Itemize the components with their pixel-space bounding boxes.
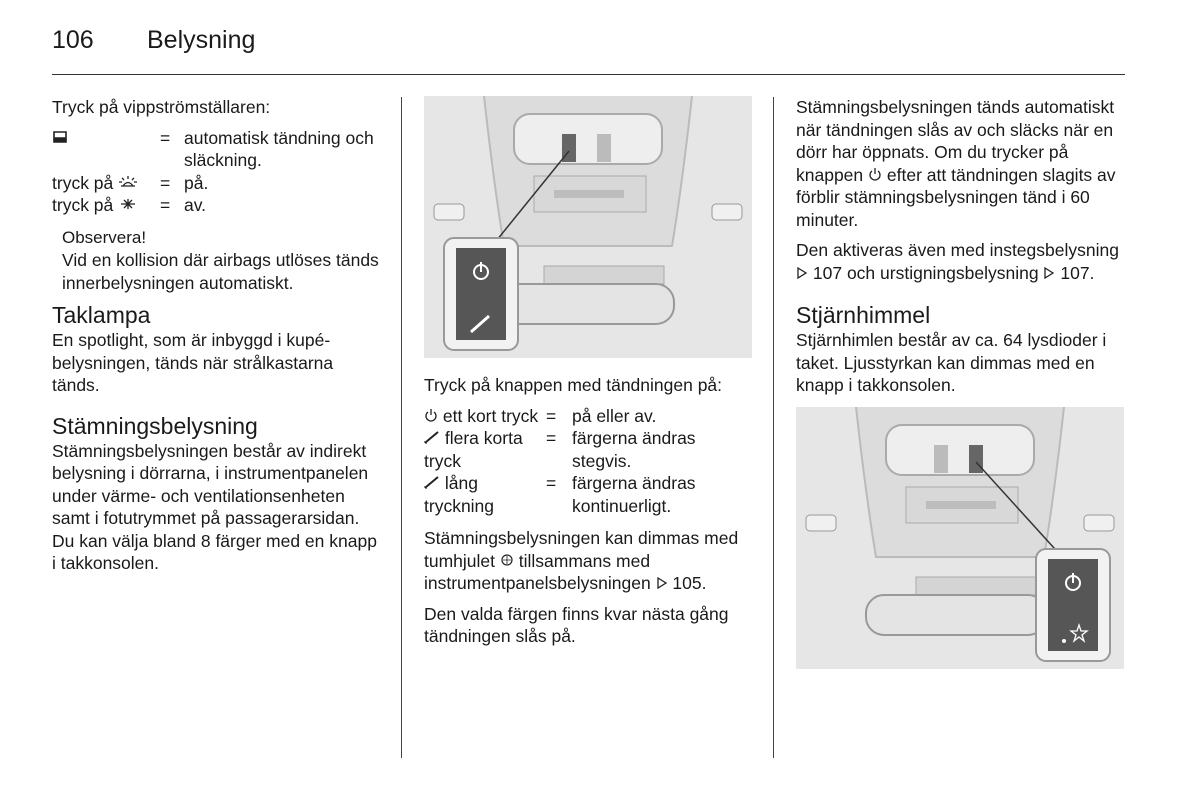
light-off-icon [118,194,138,217]
definition-text: på. [184,172,209,193]
stamning-text: Stämningsbelysningen består av indirekt belysning i dörrarna, i instrumentpanelen under värme- och ventilationsenheten samt i fotutrymmet på passagerarsidan. Du kan välja bland 8 färger med en knapp i takkonsolen. [52,440,377,573]
definition-label: ett kort tryck [442,405,539,426]
thumbwheel-icon [500,550,514,573]
entry-light-part-2: och urstigningsbelysning [846,262,1039,283]
heading-stamningsbelysning: Stämningsbelysning [52,412,258,439]
page-reference-arrow-icon [1043,262,1055,285]
door-light-icon [52,127,68,150]
heading-stjarnhimmel: Stjärnhimmel [796,302,931,328]
equals-sign: = [160,195,171,215]
definition-text: färgerna ändras stegvis. [572,428,696,471]
auto-activation-text [796,96,1126,231]
equals-sign: = [546,428,557,448]
note-title: Observera! [62,227,147,247]
star-ceiling-text: Stjärnhimlen består av ca. 64 lysdioder i taket. Ljusstyrkan kan dimmas med en knapp i takkonsolen. [796,330,1107,395]
auto-activation-part-2: efter att tändningen slagits av förblir stämningsbelysningen tänd i 60 minuter. [796,164,1116,230]
definition-label: tryck på [52,195,114,215]
definition-label: flera korta tryck [424,428,523,471]
definition-text: av. [184,195,207,215]
color-kept-text: Den valda färgen finns kvar nästa gång tändningen slås på. [424,603,729,646]
button-definition-table [424,405,754,518]
column-divider-2 [773,97,774,758]
definition-text: färgerna ändras kontinuerligt. [572,473,696,516]
definition-text: på eller av. [572,405,657,426]
definition-text: automatisk tändning och släckning. [184,127,374,170]
dimming-text-part-1: Stämningsbelysningen kan dimmas med tumhjulet [424,528,739,571]
dimming-text [424,527,754,595]
press-button-text: Tryck på knappen med tändningen på: [424,375,723,395]
note-text: Vid en kollision där airbags utlöses tänds innerbelysningen automatiskt. [62,250,379,293]
star-ceiling-console-figure [796,407,1124,669]
power-icon [868,164,882,187]
switch-row-on [52,172,382,195]
equals-sign: = [546,473,557,493]
note-box [62,227,382,295]
header-rule [52,74,1125,75]
page-reference-arrow-icon [796,262,808,285]
auto-activation-part-1: Stämningsbelysningen tänds automatiskt när tändningen slås av och släcks när en dörr har öppnats. Om du trycker på knappen [796,97,1115,185]
entry-light-part-1: Den aktiveras även med instegsbelysning [796,240,1119,260]
column-3 [796,96,1126,669]
column-1 [52,96,382,583]
page-reference-arrow-icon [656,572,668,595]
page-header [52,26,255,55]
intro-text: Tryck på vippströmställaren: [52,97,271,117]
heading-taklampa: Taklampa [52,302,151,328]
button-row-short [424,405,754,428]
power-icon [424,405,438,428]
equals-sign: = [546,405,557,426]
definition-label: tryck på [52,172,114,193]
ambient-light-console-figure [424,96,752,358]
page-reference[interactable]: 105. [672,573,707,593]
light-on-icon [118,172,138,195]
equals-sign: = [160,127,171,148]
column-divider-1 [401,97,402,758]
brush-icon [424,427,440,450]
switch-definition-table [52,127,382,217]
equals-sign: = [160,172,171,193]
switch-row-auto [52,127,382,172]
switch-row-off [52,194,382,217]
button-row-multi [424,427,754,472]
taklampa-text: En spotlight, som är inbyggd i kupébelysningen, tänds när strålkastarna tänds. [52,330,334,395]
column-2 [424,96,754,656]
page-title: Belysning [147,26,256,54]
button-row-long [424,472,754,517]
page-number: 106 [52,26,94,54]
definition-label: lång tryckning [424,473,495,516]
page-reference[interactable]: 107. [1060,262,1095,283]
page-reference[interactable]: 107 [812,262,843,283]
dimming-text-part-2: tillsammans med instrumentpanelsbelysningen [424,550,651,593]
brush-icon [424,472,440,495]
entry-light-text [796,239,1126,284]
